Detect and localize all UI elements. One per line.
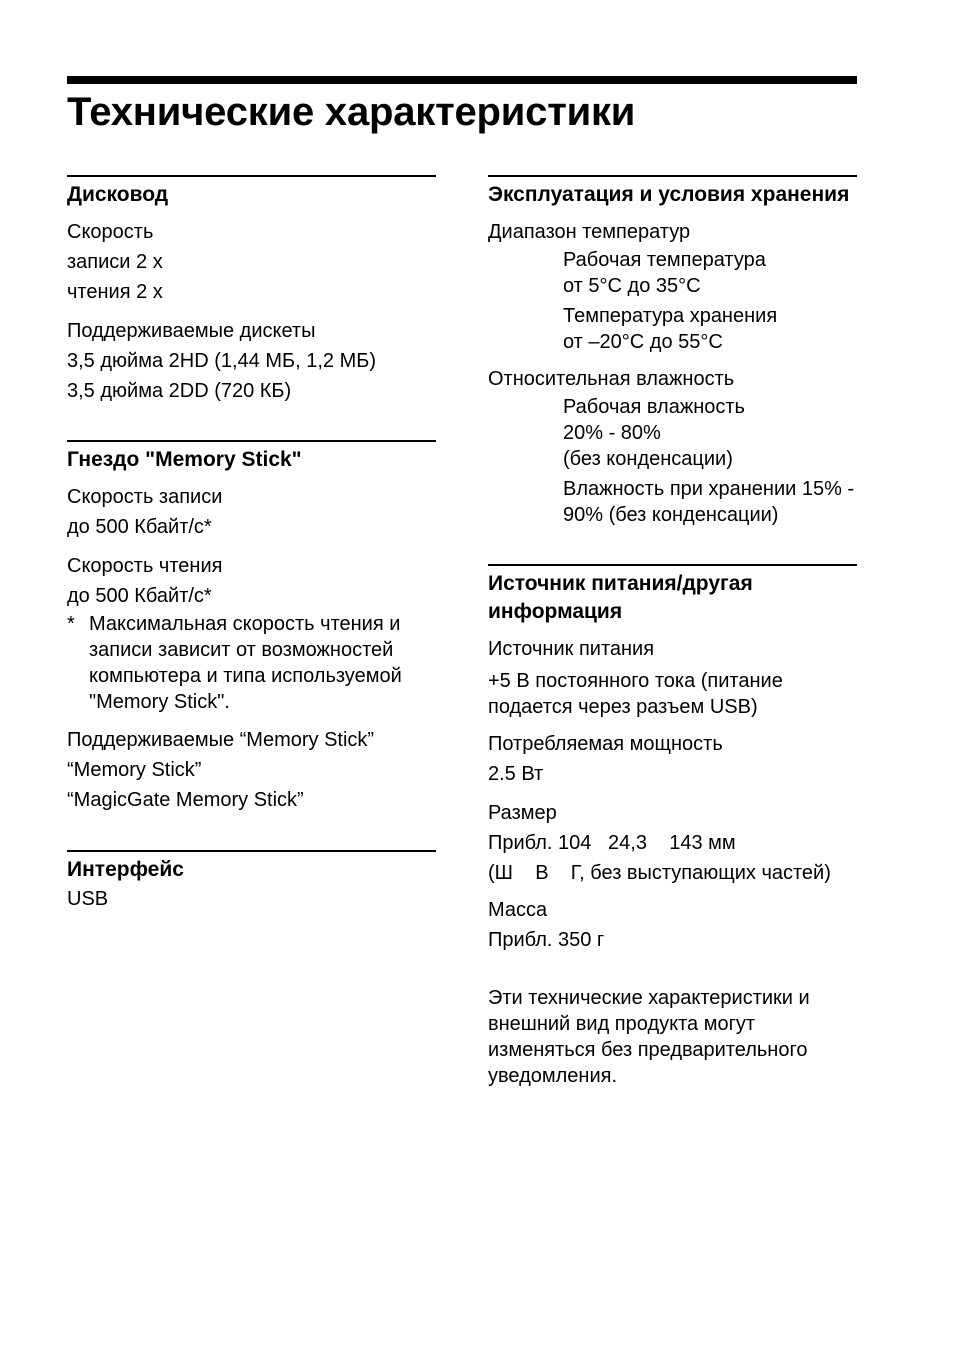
memory-stick-section: [67, 440, 436, 815]
interface-value: USB: [67, 888, 109, 910]
drive-section: [67, 175, 436, 406]
mass-label: Масса: [488, 899, 548, 921]
ms-read-value: до 500 Кбайт/с*: [67, 585, 212, 607]
drive-speed-label: Скорость: [67, 221, 154, 243]
op-humidity-note: (без конденсации): [563, 448, 733, 470]
right-column: [488, 175, 857, 1089]
ms-supported-2: “MagicGate Memory Stick”: [67, 789, 304, 811]
left-column: [67, 175, 436, 914]
ms-write-label: Скорость записи: [67, 486, 223, 508]
store-humidity-text: Влажность при хранении 15% - 90% (без конденсации): [563, 478, 855, 526]
op-humidity-value: 20% - 80%: [563, 422, 661, 444]
drive-write-speed: записи 2 x: [67, 251, 163, 273]
interface-heading: Интерфейс: [67, 858, 184, 881]
humidity-label: Относительная влажность: [488, 368, 735, 390]
drive-supported-label: Поддерживаемые дискеты: [67, 320, 316, 342]
power-source-value: +5 В постоянного тока (питание подается через разъем USB): [488, 670, 783, 718]
interface-section: [67, 850, 436, 914]
memory-stick-heading: Гнездо "Memory Stick": [67, 448, 302, 471]
consumption-label: Потребляемая мощность: [488, 733, 723, 755]
ms-supported-1: “Memory Stick”: [67, 759, 202, 781]
drive-read-speed: чтения 2 x: [67, 281, 163, 303]
ms-footnote: [67, 611, 436, 715]
ms-write-value: до 500 Кбайт/с*: [67, 516, 212, 538]
drive-heading: Дисковод: [67, 183, 169, 206]
footnote-text: Максимальная скорость чтения и записи зависит от возможностей компьютера и типа используемой "Memory Stick".: [89, 613, 402, 713]
op-temp-label: Рабочая температура: [563, 249, 766, 271]
op-temp-value: от 5°C до 35°C: [563, 275, 701, 297]
ms-supported-label: Поддерживаемые “Memory Stick”: [67, 729, 375, 751]
op-humidity-label: Рабочая влажность: [563, 396, 745, 418]
operation-section: [488, 175, 857, 528]
change-notice: Эти технические характеристики и внешний вид продукта могут изменяться без предварительного уведомления.: [488, 987, 810, 1087]
power-heading: Источник питания/другая информация: [488, 572, 753, 623]
size-value: Прибл. 104 24,3 143 мм: [488, 832, 736, 854]
size-label: Размер: [488, 802, 557, 824]
ms-read-label: Скорость чтения: [67, 555, 223, 577]
power-section: [488, 564, 857, 1089]
power-source-label: Источник питания: [488, 638, 655, 660]
store-temp-value: от –20°C до 55°C: [563, 331, 723, 353]
title-rule: [67, 76, 857, 84]
operation-heading: Эксплуатация и условия хранения: [488, 183, 850, 206]
drive-disk-2hd: 3,5 дюйма 2HD (1,44 МБ, 1,2 МБ): [67, 350, 377, 372]
store-temp-label: Температура хранения: [563, 305, 778, 327]
drive-disk-2dd: 3,5 дюйма 2DD (720 КБ): [67, 380, 292, 402]
size-note: (Ш В Г, без выступающих частей): [488, 862, 831, 884]
consumption-value: 2.5 Вт: [488, 763, 544, 785]
temp-range-label: Диапазон температур: [488, 221, 691, 243]
footnote-mark: *: [67, 613, 75, 635]
mass-value: Прибл. 350 г: [488, 929, 605, 951]
page-title: Технические характеристики: [67, 90, 636, 134]
